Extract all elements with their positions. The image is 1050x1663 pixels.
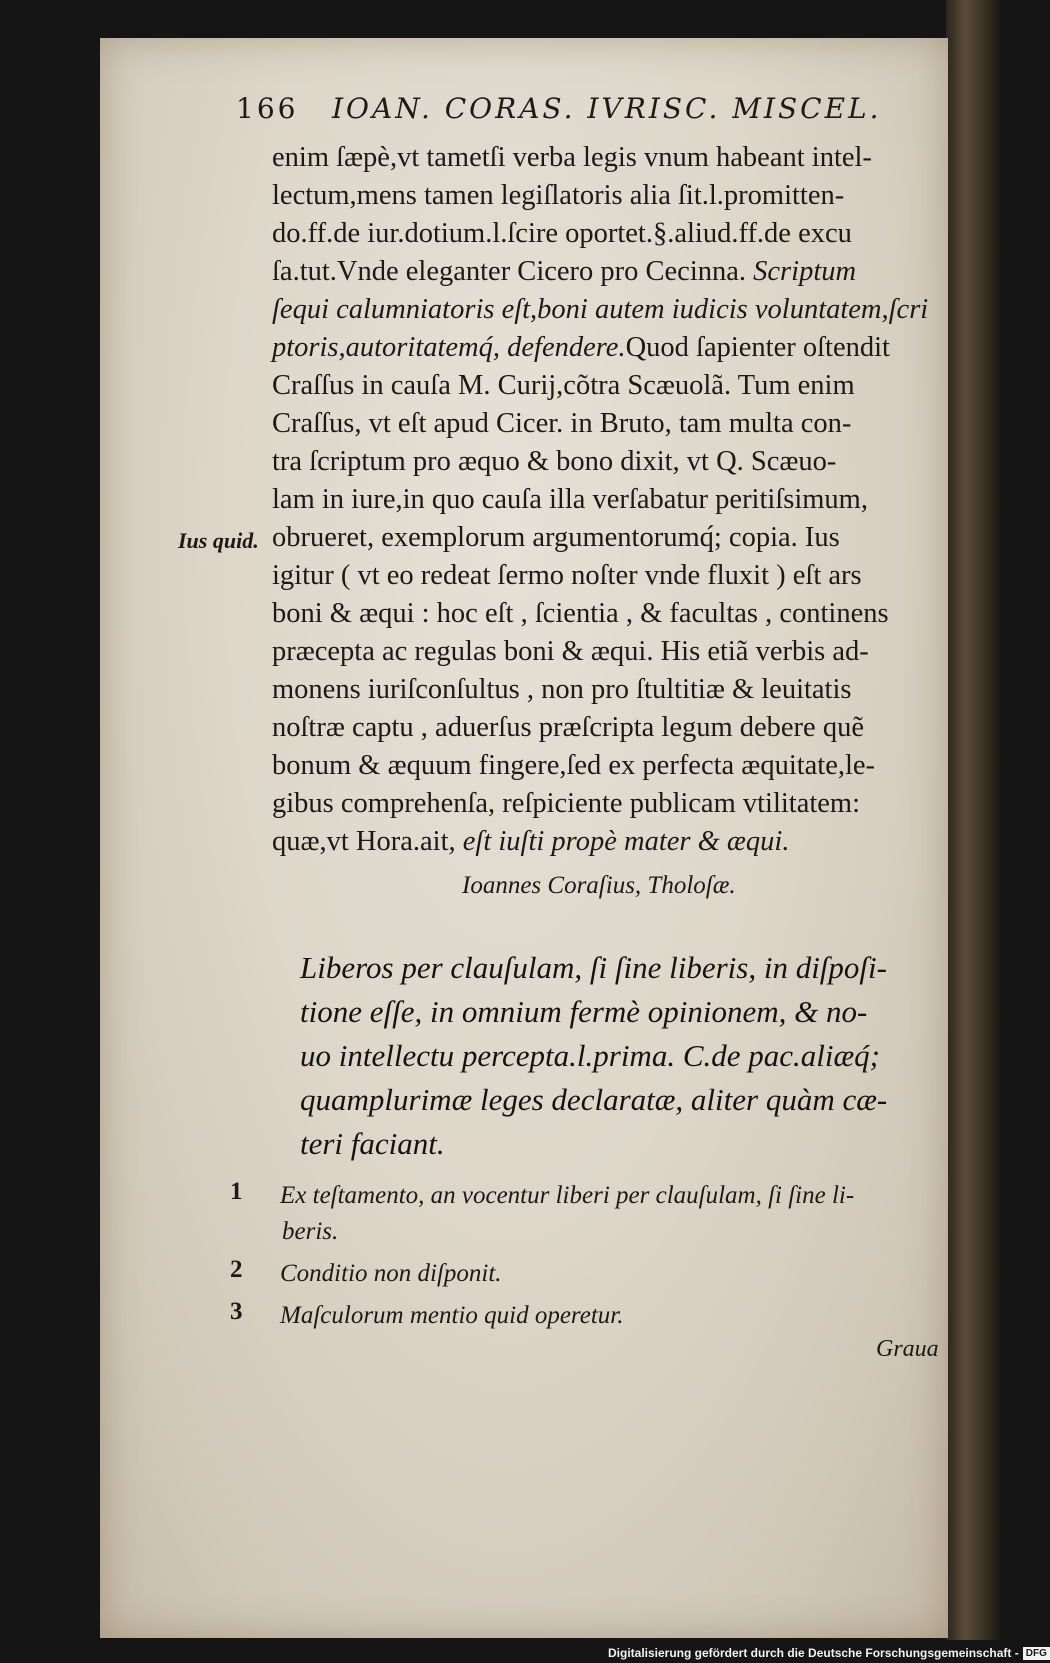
- page-number: 166: [236, 92, 299, 125]
- summary-line: quamplurimæ leges declaratæ, aliter quàm cæ-: [300, 1082, 888, 1117]
- body-text: [272, 139, 929, 861]
- summary-line: teri faciant.: [300, 1126, 445, 1161]
- italic-quotation: Scriptum: [753, 256, 857, 287]
- text-line: [272, 405, 900, 443]
- text-segment: Craſſus, vt eſt apud Cicer. in Bruto, tam multa con-: [272, 408, 852, 439]
- italic-quotation: ptoris,autoritatemq́, defendere.: [272, 332, 626, 363]
- text-line: [272, 823, 900, 861]
- point-text-line: Conditio non diſponit.: [280, 1260, 502, 1287]
- chapter-summary: [300, 946, 900, 1166]
- text-line: [272, 177, 900, 215]
- point-text-line: Maſculorum mentio quid operetur.: [280, 1302, 624, 1329]
- book-edge: [946, 0, 1000, 1640]
- text-segment: ſa.tut.Vnde eleganter Cicero pro Cecinna.: [272, 256, 754, 287]
- point-number: 2: [230, 1256, 243, 1283]
- summary-line: tione eſſe, in omnium fermè opinionem, & no-: [300, 994, 868, 1029]
- signature: Ioannes Coraſius, Tholoſæ.: [462, 872, 736, 899]
- text-line: [272, 519, 900, 557]
- text-segment: Craſſus in cauſa M. Curij,cõtra Scæuolã. Tum enim: [272, 370, 855, 401]
- point-text: [280, 1256, 900, 1292]
- point-text: [280, 1178, 900, 1250]
- text-segment: Quod ſapienter oſtendit: [625, 332, 890, 363]
- text-segment: præcepta ac regulas boni & æqui. His etiã verbis ad-: [272, 636, 869, 667]
- text-line: [272, 747, 900, 785]
- italic-quotation: eſt iuſti propè mater & æqui.: [462, 826, 790, 857]
- text-line: [272, 291, 929, 329]
- text-line: [272, 557, 900, 595]
- text-line: [272, 443, 900, 481]
- text-segment: obrueret, exemplorum argumentorumq́; copia. Ius: [272, 522, 840, 553]
- text-line: [272, 481, 900, 519]
- text-segment: lectum,mens tamen legiſlatoris alia ſit.l.promitten-: [272, 180, 845, 211]
- point-text-line: Ex teſtamento, an vocentur liberi per clauſulam, ſi ſine li-: [280, 1182, 855, 1209]
- text-line: [272, 139, 900, 177]
- point-number: 3: [230, 1298, 243, 1325]
- catchword: Graua: [876, 1336, 939, 1362]
- page-header: [236, 92, 896, 136]
- text-segment: noſtræ captu , aduerſus præſcripta legum debere quẽ: [272, 712, 864, 743]
- summary-line: Liberos per clauſulam, ſi ſine liberis, in diſpoſi-: [300, 950, 887, 985]
- point-number: 1: [230, 1178, 243, 1205]
- text-line: [272, 215, 900, 253]
- running-title: IOAN. CORAS. IVRISC. MISCEL.: [332, 92, 882, 125]
- text-line: [272, 329, 900, 367]
- text-segment: bonum & æquum fingere,ſed ex perfecta æquitate,le-: [272, 750, 876, 781]
- footer-text: Digitalisierung gefördert durch die Deutsche Forschungsgemeinschaft -: [608, 1646, 1019, 1660]
- text-segment: tra ſcriptum pro æquo & bono dixit, vt Q. Scæuo-: [272, 446, 837, 477]
- text-line: [272, 709, 900, 747]
- text-segment: lam in iure,in quo cauſa illa verſabatur peritiſsimum,: [272, 484, 868, 515]
- text-segment: quæ,vt Hora.ait,: [272, 826, 463, 857]
- text-line: [272, 253, 900, 291]
- text-segment: igitur ( vt eo redeat ſermo noſter vnde fluxit ) eſt ars: [272, 560, 862, 591]
- text-segment: enim ſæpè,vt tametſi verba legis vnum habeant intel-: [272, 142, 872, 173]
- text-line: [272, 367, 900, 405]
- text-line: [272, 595, 900, 633]
- margin-note: Ius quid.: [178, 528, 259, 553]
- summary-line: uo intellectu percepta.l.prima. C.de pac.aliæq́;: [300, 1038, 880, 1073]
- text-segment: monens iuriſconſultus , non pro ſtultitiæ & leuitatis: [272, 674, 852, 705]
- text-segment: gibus comprehenſa, reſpiciente publicam vtilitatem:: [272, 788, 861, 819]
- dfg-logo: DFG: [1023, 1647, 1050, 1660]
- point-text: [280, 1298, 900, 1334]
- text-line: [272, 785, 900, 823]
- text-line: [272, 671, 900, 709]
- point-text-line: beris.: [282, 1218, 339, 1245]
- italic-quotation: ſequi calumniatoris eſt,boni autem iudicis voluntatem,ſcri: [272, 294, 929, 325]
- text-segment: do.ff.de iur.dotium.l.ſcire oportet.§.aliud.ff.de excu: [272, 218, 852, 249]
- text-line: [272, 633, 900, 671]
- text-segment: boni & æqui : hoc eſt , ſcientia , & facultas , continens: [272, 598, 889, 629]
- digitization-footer: [608, 1644, 1050, 1663]
